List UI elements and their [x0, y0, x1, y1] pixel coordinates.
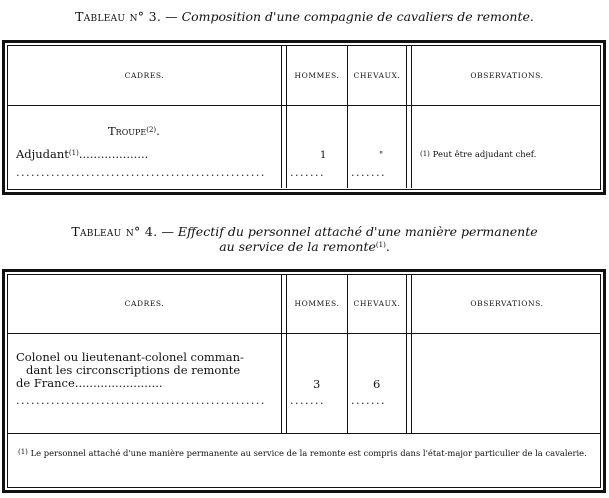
table4-title-note: (1) [375, 241, 386, 249]
table3-header-chevaux: CHEVAUX. [353, 71, 401, 80]
table3-leader-hommes: ....... [290, 168, 325, 178]
table4-caption-line2 [0, 239, 609, 254]
table3-title: Composition d'une compagnie de cavaliers de remonte. [181, 9, 534, 24]
table3-col-sep-1b [286, 46, 287, 188]
table3-row-hommes: 1 [320, 150, 327, 161]
table3-row-leader: ................... [78, 147, 149, 161]
table3-col-sep-1 [281, 46, 282, 188]
table3-header-hommes: HOMMES. [294, 71, 340, 80]
table3-label: Tableau n° 3. [75, 9, 162, 24]
table4-footnote [18, 447, 588, 459]
table4-header-cadres: CADRES. [124, 299, 165, 308]
table4-title-line1: Effectif du personnel attaché d'une manière permanente [177, 224, 538, 239]
table3-header-observations: OBSERVATIONS. [470, 71, 544, 80]
table3-observation [420, 149, 536, 161]
table4-header-chevaux: CHEVAUX. [353, 299, 401, 308]
table4-dash: — [161, 224, 174, 239]
table4-header-hommes: HOMMES. [294, 299, 340, 308]
table4-leader-cadres: .................................................. [16, 396, 266, 406]
table3-section-label: Troupe [108, 124, 147, 138]
table4-footnote-note: (1) [18, 448, 28, 456]
table3-header-cadres: CADRES. [124, 71, 165, 80]
table4-leader-chevaux: ....... [351, 396, 386, 406]
table3-leader-chevaux: ....... [351, 168, 386, 178]
table4-header-rule [8, 333, 600, 334]
table4-row-line2: dant les circonscriptions de remonte [26, 363, 241, 377]
table3 [2, 40, 606, 195]
table4-inner [7, 274, 601, 488]
table3-col-sep-3b [411, 46, 412, 188]
table4-row-chevaux: 6 [373, 377, 381, 391]
table4-title-line2: au service de la remonte [219, 239, 376, 254]
table3-col-sep-2 [347, 46, 348, 188]
table3-observation-text: Peut être adjudant chef. [432, 150, 537, 160]
table4-row-leader: ........................ [74, 376, 163, 390]
table3-observation-note: (1) [420, 150, 430, 158]
table4-leader-hommes: ....... [290, 396, 325, 406]
table4-body-rule [8, 433, 600, 434]
table4-caption-line1 [0, 224, 609, 239]
table3-col-sep-3 [406, 46, 407, 188]
table4-row-hommes: 3 [313, 377, 321, 391]
table3-section-note: (2) [146, 126, 157, 134]
table3-row-chevaux: " [379, 151, 384, 161]
table4-row-line3-text: de France [16, 376, 75, 390]
table4-caption [0, 224, 609, 254]
table3-row-label [16, 147, 148, 161]
table4-row-line1: Colonel ou lieutenant-colonel comman- [16, 350, 244, 364]
table3-leader-cadres: .................................................. [16, 168, 266, 178]
table4-title-end: . [385, 239, 390, 254]
table3-section-title: Troupe$^{(2)}$. [108, 124, 160, 138]
table3-caption [0, 9, 609, 24]
table4-footnote-text: Le personnel attaché d'une manière permanente au service de la remonte est compris dans l'état-major particulier de la cavalerie. [30, 448, 587, 458]
table3-row-note: (1) [68, 149, 79, 157]
table4-label: Tableau n° 4. [71, 224, 158, 239]
table4-col-sep-3 [406, 275, 407, 433]
table3-row-label-text: Adjudant [16, 147, 69, 161]
table3-header-rule [8, 105, 600, 106]
table3-inner [7, 45, 601, 190]
table4-col-sep-1 [281, 275, 282, 433]
table4 [2, 269, 606, 493]
table4-header-observations: OBSERVATIONS. [470, 299, 544, 308]
table4-row-line3 [16, 376, 163, 390]
table3-dash: — [165, 9, 178, 24]
